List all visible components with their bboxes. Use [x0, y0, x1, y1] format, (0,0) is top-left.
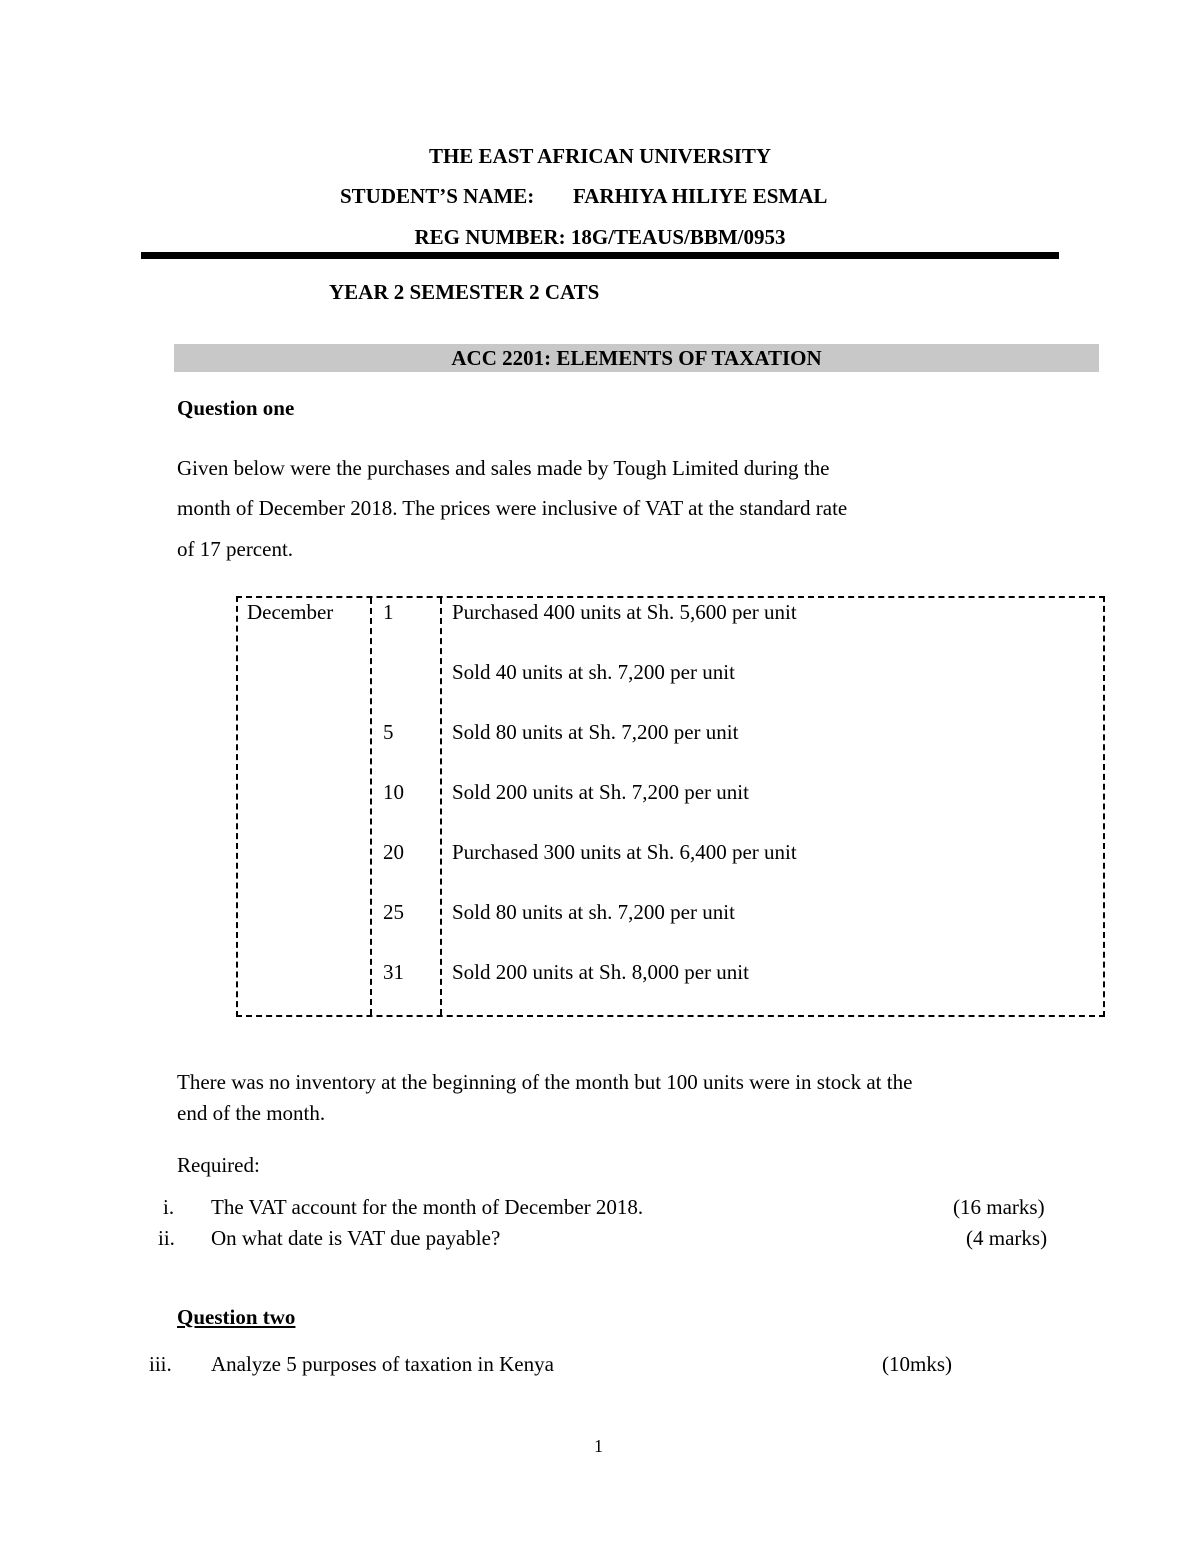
question-two-item-number: iii.	[149, 1352, 172, 1376]
table-day: 1	[383, 600, 394, 624]
intro-line: month of December 2018. The prices were inclusive of VAT at the standard rate	[177, 496, 848, 520]
note-line: end of the month.	[177, 1101, 326, 1125]
question-two-item-text: Analyze 5 purposes of taxation in Kenya	[211, 1352, 554, 1376]
reg-number: REG NUMBER: 18G/TEAUS/BBM/0953	[414, 225, 786, 249]
table-column-divider	[440, 598, 442, 1015]
page-number: 1	[594, 1436, 603, 1456]
table-transaction: Sold 40 units at sh. 7,200 per unit	[452, 660, 735, 684]
requirement-text: The VAT account for the month of December 2018.	[211, 1195, 644, 1219]
question-two-title: Question two	[177, 1305, 296, 1329]
student-name: FARHIYA HILIYE ESMAL	[573, 184, 828, 208]
transactions-table	[236, 596, 1105, 1017]
requirement-marks: (4 marks)	[966, 1226, 1048, 1250]
intro-line: Given below were the purchases and sales made by Tough Limited during the	[177, 456, 830, 480]
student-name-label: STUDENT’S NAME:	[340, 184, 535, 208]
table-transaction: Sold 80 units at sh. 7,200 per unit	[452, 900, 735, 924]
table-column-divider	[370, 598, 372, 1015]
question-two-item-marks: (10mks)	[882, 1352, 952, 1376]
intro-line: of 17 percent.	[177, 537, 294, 561]
table-month: December	[247, 600, 334, 624]
table-day: 10	[383, 780, 404, 804]
note-line: There was no inventory at the beginning of the month but 100 units were in stock at the	[177, 1070, 913, 1094]
table-transaction: Sold 80 units at Sh. 7,200 per unit	[452, 720, 739, 744]
question-one-title: Question one	[177, 396, 295, 420]
requirement-text: On what date is VAT due payable?	[211, 1226, 501, 1250]
table-transaction: Sold 200 units at Sh. 7,200 per unit	[452, 780, 749, 804]
year-semester: YEAR 2 SEMESTER 2 CATS	[329, 280, 600, 304]
requirement-marks: (16 marks)	[953, 1195, 1045, 1219]
table-day: 5	[383, 720, 394, 744]
table-transaction: Sold 200 units at Sh. 8,000 per unit	[452, 960, 749, 984]
table-day: 20	[383, 840, 404, 864]
requirement-number: ii.	[158, 1226, 175, 1250]
course-title: ACC 2201: ELEMENTS OF TAXATION	[174, 344, 1099, 372]
requirement-number: i.	[163, 1195, 175, 1219]
table-transaction: Purchased 300 units at Sh. 6,400 per unit	[452, 840, 797, 864]
table-day: 31	[383, 960, 404, 984]
required-label: Required:	[177, 1153, 260, 1177]
table-day: 25	[383, 900, 404, 924]
university-name: THE EAST AFRICAN UNIVERSITY	[428, 144, 772, 168]
header-rule	[141, 252, 1059, 259]
table-transaction: Purchased 400 units at Sh. 5,600 per unit	[452, 600, 797, 624]
